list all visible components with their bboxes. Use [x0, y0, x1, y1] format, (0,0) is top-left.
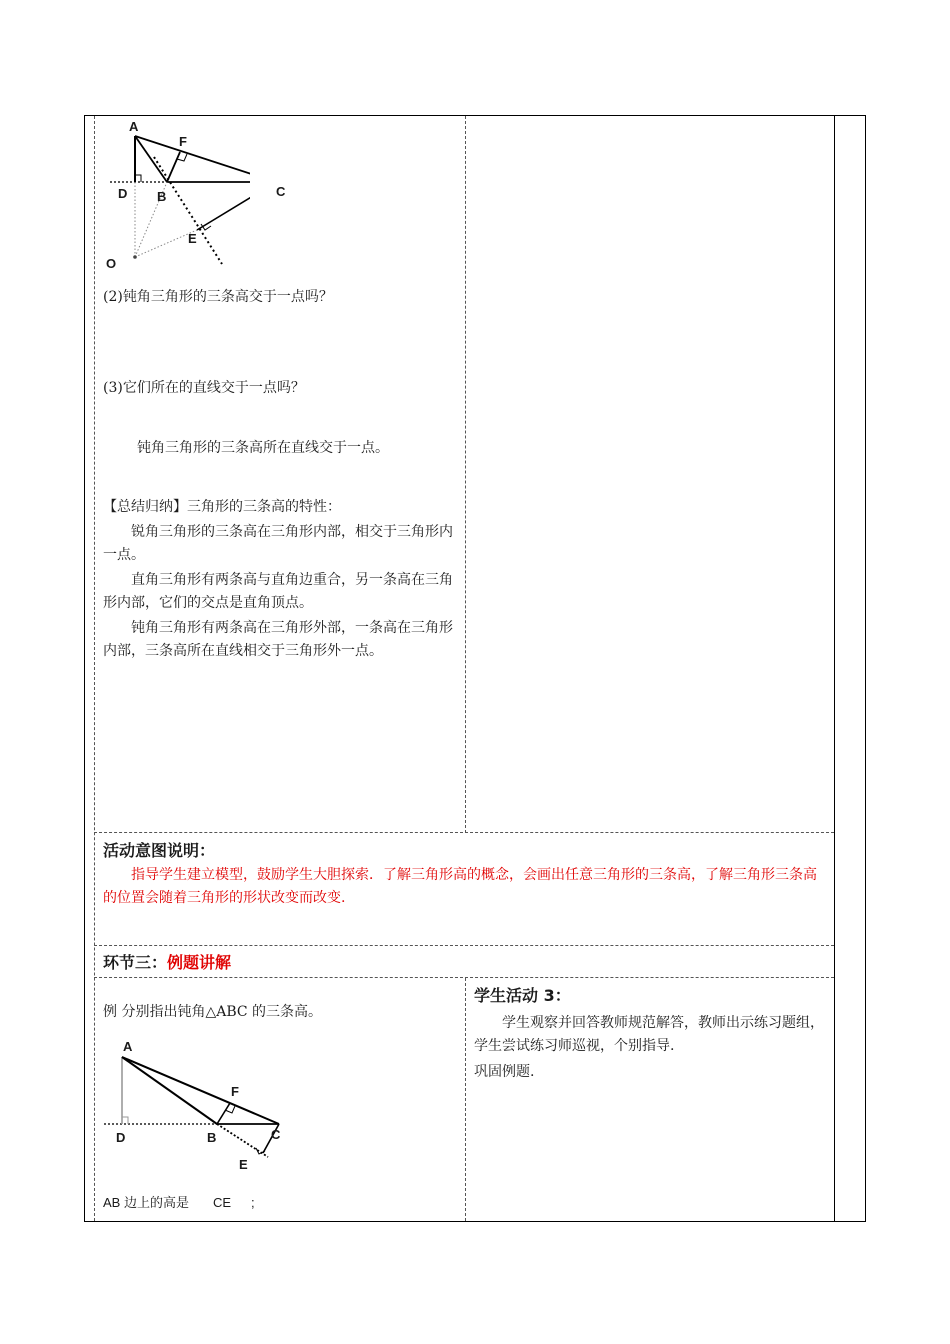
ex-label-C: C — [271, 1127, 281, 1142]
ex-label-A: A — [123, 1039, 133, 1054]
ex-label-D: D — [116, 1130, 126, 1145]
example-answer — [103, 1193, 255, 1213]
label-D: D — [118, 186, 128, 201]
question-2: (2)钝角三角形的三条高交于一点吗？ — [103, 289, 333, 305]
label-E: E — [188, 231, 197, 246]
ex-label-E: E — [239, 1157, 248, 1172]
student-activity-title: 学生活动 3： — [474, 986, 571, 1005]
section3-title: 例题讲解 — [167, 953, 232, 972]
question-3: (3)它们所在的直线交于一点吗？ — [103, 380, 305, 396]
label-C: C — [276, 184, 286, 199]
summary-acute: 锐角三角形的三条高在三角形内部，相交于三角形内一点。 — [103, 524, 453, 563]
example-text: 例 分别指出钝角△ABC 的三条高。 — [103, 1004, 323, 1020]
label-O: O — [106, 256, 117, 271]
student-activity-note: 巩固例题. — [474, 1064, 535, 1080]
intent-title: 活动意图说明： — [103, 841, 216, 860]
summary-right: 直角三角形有两条高与直角边重合，另一条高在三角形内部，它们的交点是直角顶点。 — [103, 572, 453, 611]
section3-prefix: 环节三： — [103, 953, 168, 972]
label-B: B — [157, 189, 167, 204]
answer-value: CE — [212, 1195, 232, 1210]
summary-obtuse: 钝角三角形有两条高在三角形外部，一条高在三角形内部，三条高所在直线相交于三角形外一点。 — [103, 620, 453, 659]
summary-title: 【总结归纳】三角形的三条高的特性： — [103, 499, 341, 515]
ex-label-F: F — [231, 1084, 239, 1099]
answer-suffix: ; — [251, 1195, 255, 1210]
label-F: F — [179, 134, 187, 149]
answer-prefix: AB 边上的高是 — [103, 1195, 189, 1210]
triangle-diagram-2 — [100, 1035, 285, 1175]
ex-label-B: B — [207, 1130, 217, 1145]
section3-heading — [103, 950, 231, 973]
intent-text: 指导学生建立模型，鼓励学生大胆探索．了解三角形高的概念，会画出任意三角形的三条高，了解三角形三条高的位置会随着三角形的形状改变而改变. — [103, 867, 817, 906]
label-A: A — [129, 119, 139, 134]
student-activity-text: 学生观察并回答教师规范解答，教师出示练习题组，学生尝试练习师巡视，个别指导. — [474, 1015, 824, 1054]
question-answer: 钝角三角形的三条高所在直线交于一点。 — [137, 440, 389, 456]
